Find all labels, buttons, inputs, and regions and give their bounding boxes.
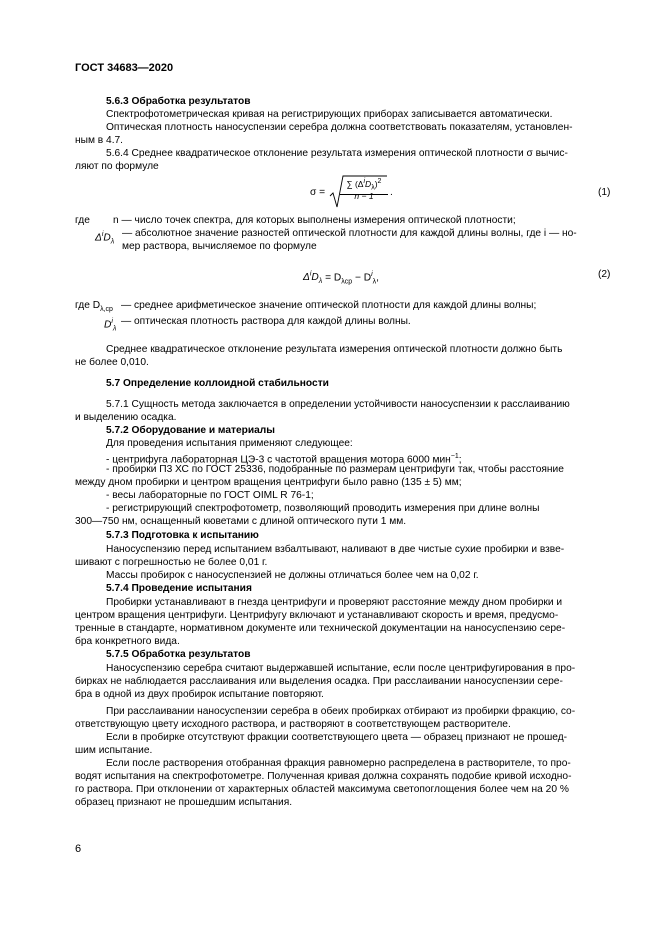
paragraph-line: 5.7.1 Сущность метода заключается в определении устойчивости наносуспензии к расслаиванию (106, 399, 570, 410)
paragraph-line: не более 0,010. (75, 357, 149, 368)
n-definition: n — число точек спектра, для которых выполнены измерения оптической плотности; (113, 215, 516, 226)
paragraph-line: Оптическая плотность наносуспензии серебра должна соответствовать показателям, установлен- (106, 122, 573, 133)
formula-2-tail: , (376, 272, 379, 284)
di-definition: — оптическая плотность раствора для каждой длины волны. (121, 316, 411, 327)
paragraph-line: и выделению осадка. (75, 412, 177, 423)
page-number: 6 (75, 843, 82, 855)
paragraph-line: Если в пробирке отсутствуют фракции соответствующего цвета — образец признают не прошед- (106, 732, 568, 743)
delta-definition-cont: мер раствора, вычисляемое по формуле (122, 241, 317, 252)
list-item-cont: между дном пробирки и центром вращения центрифуги было равно (135 ± 5) мм; (75, 477, 462, 488)
section-heading-5-7-3: 5.7.3 Подготовка к испытанию (106, 530, 259, 541)
formula-1-denominator: n − 1 (354, 191, 374, 201)
formula-1-lhs: σ = (310, 187, 326, 198)
paragraph-line: Если после растворения отобранная фракция равномерно распределена в растворителе, то про- (106, 758, 571, 769)
dcp-definition: — среднее арифметическое значение оптической плотности для каждой длины волны; (121, 300, 537, 311)
paragraph-line: 5.6.4 Среднее квадратическое отклонение результата измерения оптической плотности σ вычис- (106, 148, 568, 159)
list-item-cont: 300—750 нм, оснащенный кюветами с длиной оптического пути 1 мм. (75, 516, 407, 527)
paragraph-line: Для проведения испытания применяют следующее: (106, 438, 353, 449)
paragraph-line: Наносуспензию перед испытанием взбалтывают, наливают в две чистые сухие пробирки и взве- (106, 544, 565, 555)
dcp-symbol: где $D_{\lambda,ср}$ (75, 300, 113, 314)
formula-1-numerator-end: ) (374, 178, 378, 189)
formula-1-numerator: ∑ $(\Delta^iD_\lambda)^2$ (340, 177, 388, 195)
delta-symbol: $\Delta^iD_\lambda$ (95, 231, 115, 246)
paragraph-line: Пробирки устанавливают в гнезда центрифуги и проверяют расстояние между дном пробирки и (106, 597, 563, 608)
paragraph-line: бра в одной из двух пробирок испытание повторяют. (75, 689, 324, 700)
paragraph-line: шивают с погрешностью не более 0,01 г. (75, 557, 268, 568)
list-item-text: - центрифуга лабораторная ЦЭ-3 с частотой вращения мотора 6000 мин (106, 454, 451, 466)
paragraph-line: шим испытание. (75, 745, 153, 756)
formula-2: $\Delta^iD_\lambda = D_{\lambda cp} - D^i_\lambda$, (303, 271, 379, 286)
document-header: ГОСТ 34683—2020 (75, 62, 174, 74)
formula-2-sub: λcp (341, 278, 353, 286)
paragraph-line: ляют по формуле (75, 161, 159, 172)
paragraph-line: го раствора. При отклонении от характерных областей максимума светопоглощения более чем на 20 % (75, 784, 569, 795)
section-heading-5-7-4: 5.7.4 Проведение испытания (106, 583, 252, 594)
paragraph-line: бра конкретного вида. (75, 636, 180, 647)
paragraph-line: бирках не наблюдается расслаивания или выделения осадка. При расслаивании наносуспензии сере- (75, 676, 563, 687)
formula-2-number: (2) (598, 269, 611, 280)
list-item: - весы лабораторные по ГОСТ OIML R 76-1; (106, 490, 314, 501)
list-item-sup: −1 (450, 453, 459, 460)
paragraph-line: ответствующую цвету исходного раствора, и растворяют в соответствующем растворителе. (75, 719, 511, 730)
paragraph-line: Наносуспензию серебра считают выдержавшей испытание, если после центрифугирования в про- (106, 663, 576, 674)
paragraph-line: центром вращения центрифуги. Центрифугу включают и устанавливают скорость и время, предусмо- (75, 610, 559, 621)
paragraph-line: При расслаивании наносуспензии серебра в обеих пробирках отбирают из пробирки фракцию, со- (106, 706, 576, 717)
formula-2-eq: = D (325, 272, 342, 284)
formula-1-tail: . (390, 187, 393, 198)
section-heading-5-7-2: 5.7.2 Оборудование и материалы (106, 425, 275, 436)
di-symbol: $D^i_\lambda$ (104, 318, 117, 333)
paragraph-line: Среднее квадратическое отклонение результата измерения оптической плотности должно быть (106, 344, 563, 355)
formula-1-number: (1) (598, 187, 611, 198)
section-heading-5-7-5: 5.7.5 Обработка результатов (106, 649, 251, 660)
list-item-tail: ; (458, 454, 462, 466)
where-d-label: где D (75, 300, 101, 311)
list-item: - регистрирующий спектрофотометр, позволяющий проводить измерения при длине волны (106, 503, 540, 514)
section-heading-5-7: 5.7 Определение коллоидной стабильности (106, 378, 329, 389)
paragraph-line: ным в 4.7. (75, 135, 124, 146)
formula-2-minus: − D (352, 272, 372, 284)
where-label: где (75, 215, 90, 226)
paragraph-line: Массы пробирок с наносуспензией не должны отличаться более чем на 0,02 г. (106, 570, 479, 581)
paragraph-line: образец признают не прошедшим испытания. (75, 797, 293, 808)
list-item: - пробирки П3 ХС по ГОСТ 25336, подобранные по размерам центрифуги так, чтобы расстояние (106, 464, 564, 475)
delta-definition: — абсолютное значение разностей оптической плотности для каждой длины волны, где i — но- (122, 228, 577, 239)
paragraph-line: Спектрофотометрическая кривая на регистрирующих приборах записывается автоматически. (106, 109, 553, 120)
formula-1-numerator-start: ∑ (Δ (346, 178, 364, 189)
paragraph-line: водят испытания на спектрофотометре. Полученная кривая должна сохранять подобие кривой исходно- (75, 771, 572, 782)
paragraph-line: тренные в стандарте, нормативном документе или технической документации на наносуспензию сере- (75, 623, 566, 634)
delta-sym-text: Δ (95, 232, 102, 244)
section-heading-5-6-3: 5.6.3 Обработка результатов (106, 96, 251, 107)
